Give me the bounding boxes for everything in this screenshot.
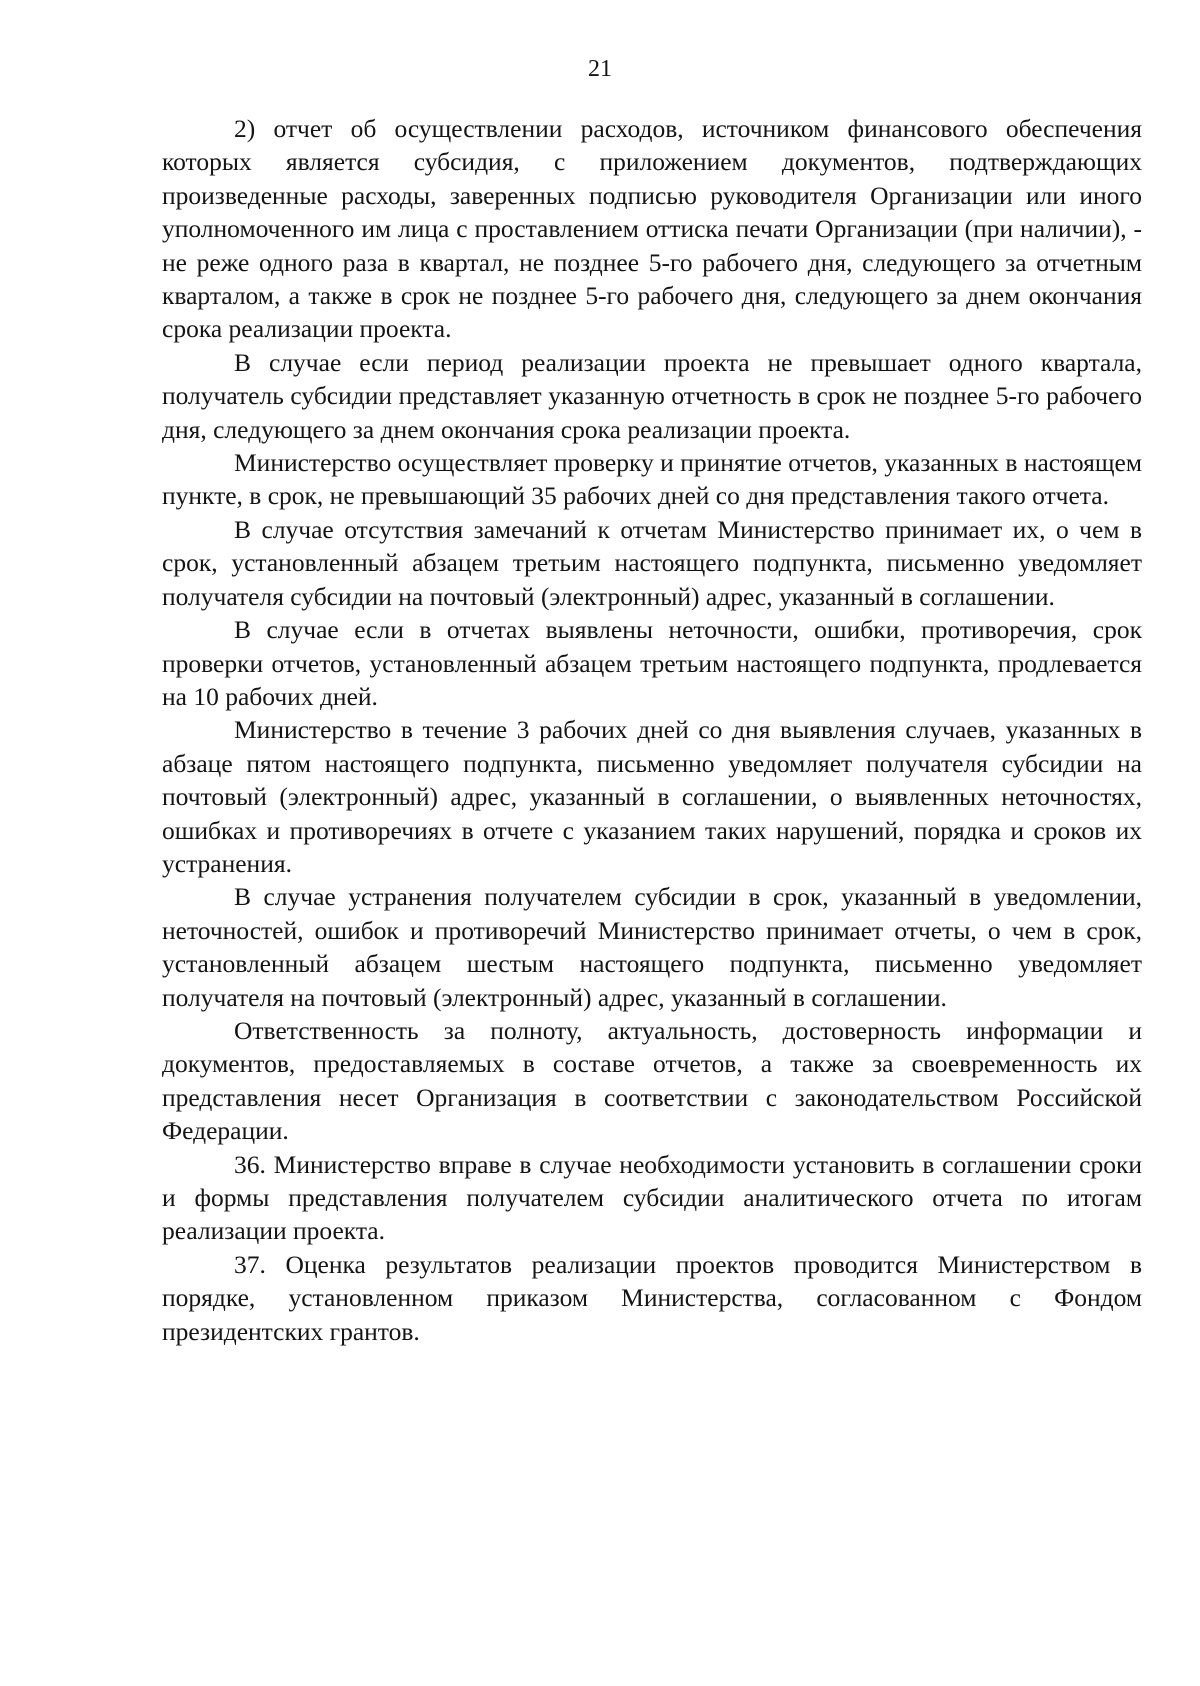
paragraph-item-36: 36. Министерство вправе в случае необходимости установить в соглашении сроки и формы представления получателем субсидии аналитического отчета по итогам реализации проекта. [162, 1149, 1142, 1246]
page-number: 21 [588, 56, 612, 82]
paragraph-notification: Министерство в течение 3 рабочих дней со дня выявления случаев, указанных в абзаце пятом настоящего подпункта, письменно уведомляет получателя субсидии на почтовый (электронный) адрес, указанный в соглашении, о выявленных неточностях, ошибках и противоречиях в отчете с указанием таких нарушений, порядка и сроков их устранения. [162, 715, 1142, 878]
paragraph-ministry-check: Министерство осуществляет проверку и принятие отчетов, указанных в настоящем пункте, в срок, не превышающий 35 рабочих дней со дня представления такого отчета. [162, 448, 1142, 511]
paragraph-short-period: В случае если период реализации проекта не превышает одного квартала, получатель субсидии представляет указанную отчетность в срок не позднее 5-го рабочего дня, следующего за днем окончания срока реализации проекта. [162, 347, 1142, 444]
paragraph-item-37: 37. Оценка результатов реализации проектов проводится Министерством в порядке, установленном приказом Министерства, согласованном с Фондом президентских грантов. [162, 1249, 1142, 1346]
paragraph-elimination: В случае устранения получателем субсидии в срок, указанный в уведомлении, неточностей, ошибок и противоречий Министерство принимает отчеты, о чем в срок, установленный абзацем шестым настоящего подпункта, письменно уведомляет получателя на почтовый (электронный) адрес, указанный в соглашении. [162, 882, 1142, 1012]
document-body [162, 112, 1142, 1348]
paragraph-no-remarks: В случае отсутствия замечаний к отчетам Министерство принимает их, о чем в срок, установленный абзацем третьим настоящего подпункта, письменно уведомляет получателя субсидии на почтовый (электронный) адрес, указанный в соглашении. [162, 514, 1142, 611]
paragraph-responsibility: Ответственность за полноту, актуальность, достоверность информации и документов, предоставляемых в составе отчетов, а также за своевременность их представления несет Организация в соответствии с законодательством Российской Федерации. [162, 1015, 1142, 1146]
paragraph-inaccuracies: В случае если в отчетах выявлены неточности, ошибки, противоречия, срок проверки отчетов, установленный абзацем третьим настоящего подпункта, продлевается на 10 рабочих дней. [162, 615, 1142, 711]
paragraph-report-item-2: 2) отчет об осуществлении расходов, источником финансового обеспечения которых является субсидия, с приложением документов, подтверждающих произведенные расходы, заверенных подписью руководителя Организации или иного уполномоченного им лица с проставлением оттиска печати Организации (при наличии), - не реже одного раза в квартал, не позднее 5-го рабочего дня, следующего за отчетным кварталом, а также в срок не позднее 5-го рабочего дня, следующего за днем окончания срока реализации проекта. [162, 114, 1142, 344]
